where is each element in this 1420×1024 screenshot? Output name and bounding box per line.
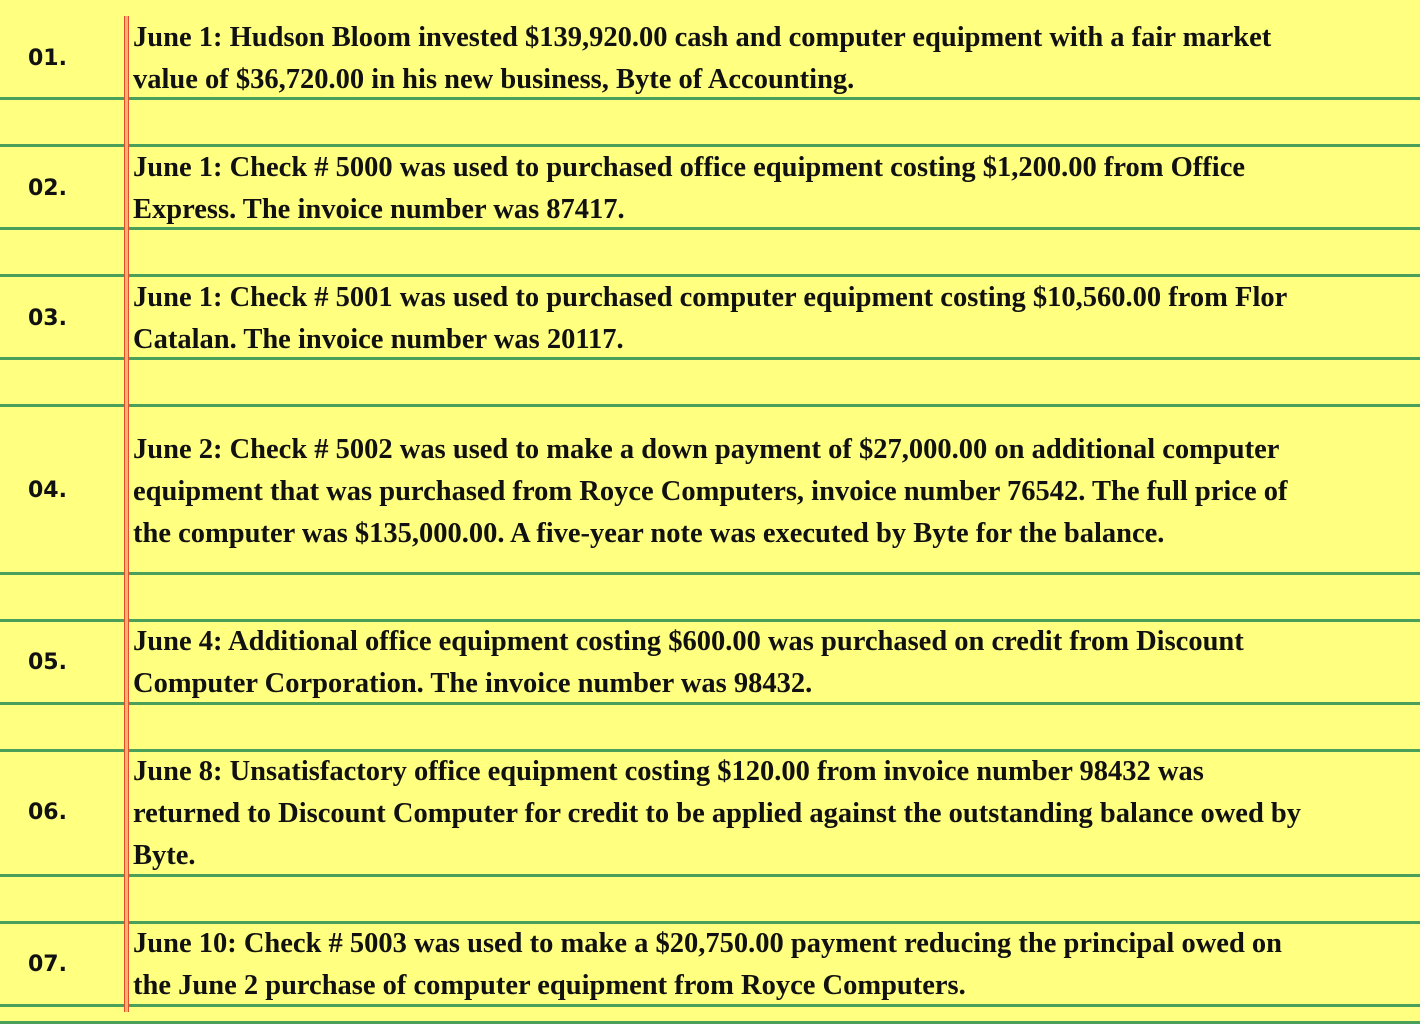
entry-line: June 10: Check # 5003 was used to make a $20,750.00 payment reducing the principal owed on — [133, 928, 1283, 959]
entry-text — [133, 429, 1413, 555]
rule-gap — [0, 357, 1420, 407]
rule-gap — [0, 1004, 1420, 1024]
rule-gap — [0, 97, 1420, 147]
entry-number: 03. — [28, 306, 67, 331]
rule-gap — [0, 702, 1420, 752]
entry-line: June 4: Additional office equipment costing $600.00 was purchased on credit from Discount — [133, 626, 1244, 657]
entry-number: 05. — [28, 650, 67, 675]
entry-line: equipment that was purchased from Royce Computers, invoice number 76542. The full price of — [133, 476, 1288, 507]
entry-text — [133, 147, 1413, 231]
rule-gap — [0, 572, 1420, 622]
entry-line: the computer was $135,000.00. A five-year note was executed by Byte for the balance. — [133, 518, 1165, 549]
entry-number: 02. — [28, 176, 67, 201]
entry-line: June 1: Check # 5000 was used to purchased office equipment costing $1,200.00 from Office — [133, 152, 1245, 183]
entry-text — [133, 923, 1413, 1007]
entry-text — [133, 751, 1413, 877]
rule-gap — [0, 874, 1420, 924]
entry-line: June 1: Hudson Bloom invested $139,920.00 cash and computer equipment with a fair market — [133, 22, 1272, 53]
entry-line: returned to Discount Computer for credit to be applied against the outstanding balance owed by — [133, 798, 1302, 829]
entry-text — [133, 621, 1413, 705]
entry-number: 01. — [28, 46, 67, 71]
entry-number: 06. — [28, 800, 67, 825]
entry-line: June 2: Check # 5002 was used to make a down payment of $27,000.00 on additional computer — [133, 434, 1280, 465]
entry-line: Catalan. The invoice number was 20117. — [133, 324, 624, 355]
entry-line: Byte. — [133, 840, 196, 871]
margin-line — [124, 16, 129, 1012]
entry-line: Computer Corporation. The invoice number was 98432. — [133, 668, 813, 699]
entry-number: 07. — [28, 952, 67, 977]
entry-text — [133, 277, 1413, 361]
entry-line: June 1: Check # 5001 was used to purchased computer equipment costing $10,560.00 from Flor — [133, 282, 1288, 313]
entry-number: 04. — [28, 478, 67, 503]
rule-gap — [0, 227, 1420, 277]
entry-line: value of $36,720.00 in his new business, Byte of Accounting. — [133, 64, 855, 95]
entry-line: June 8: Unsatisfactory office equipment costing $120.00 from invoice number 98432 was — [133, 756, 1204, 787]
entry-line: Express. The invoice number was 87417. — [133, 194, 625, 225]
entry-line: the June 2 purchase of computer equipment from Royce Computers. — [133, 970, 966, 1001]
entry-text — [133, 17, 1413, 101]
